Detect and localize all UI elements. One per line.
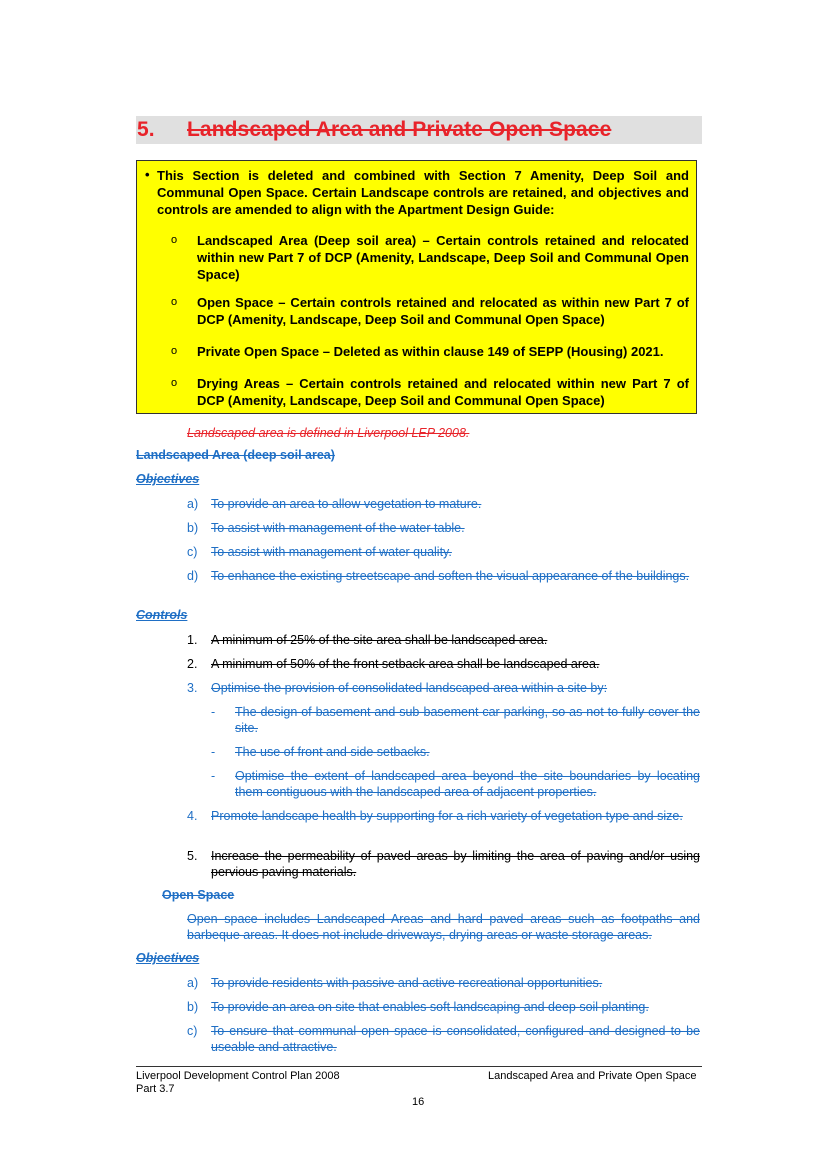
item-text: To provide an area on site that enables soft landscaping and deep soil planting.: [211, 1000, 649, 1014]
note-intro: This Section is deleted and combined with Section 7 Amenity, Deep Soil and Communal Open Space. Certain Landscape controls are retained, and objectives and controls are amended to align with the Apartment Design Guide:: [157, 168, 689, 217]
item-label: c): [187, 1024, 198, 1038]
objective-item: [187, 975, 700, 991]
control-item: [187, 680, 700, 696]
objective-item: [187, 496, 700, 512]
item-label: d): [187, 569, 199, 583]
objective-item: [187, 544, 700, 560]
objectives-title: Objectives: [136, 951, 200, 965]
item-text: Increase the permeability of paved areas by limiting the area of paving and/or using pervious paving materials.: [211, 849, 700, 879]
control-subitem: [211, 744, 700, 760]
controls-title: Controls: [136, 608, 188, 622]
item-text: Optimise the extent of landscaped area beyond the site boundaries by locating them contiguous with the landscaped area of adjacent properties.: [235, 769, 700, 799]
item-text: A minimum of 25% of the site area shall be landscaped area.: [211, 633, 548, 647]
item-label: c): [187, 545, 198, 559]
footer-divider: [136, 1066, 702, 1067]
open-space-title: Open Space: [162, 888, 235, 902]
objectives-title: Objectives: [136, 472, 200, 486]
note-bullet: •: [145, 167, 150, 182]
amendment-note-box: [136, 160, 697, 414]
item-label: 3.: [187, 681, 198, 695]
section-heading: [137, 118, 611, 142]
objective-item: [187, 999, 700, 1015]
sub-bullet: o: [171, 345, 178, 357]
objective-item: [187, 1023, 700, 1055]
sub-bullet: o: [171, 377, 178, 389]
control-item: [187, 632, 700, 648]
footer-part: Part 3.7: [136, 1083, 175, 1095]
item-label: 2.: [187, 657, 198, 671]
sub-bullet: o: [171, 296, 178, 308]
item-label: b): [187, 521, 199, 535]
definition-text: Landscaped area is defined in Liverpool LEP 2008.: [187, 426, 470, 440]
item-text: To provide residents with passive and active recreational opportunities.: [211, 976, 603, 990]
item-text: Optimise the provision of consolidated landscaped area within a site by:: [211, 681, 608, 695]
note-item: Private Open Space – Deleted as within clause 149 of SEPP (Housing) 2021.: [197, 344, 664, 359]
footer-document-title: Liverpool Development Control Plan 2008: [136, 1070, 340, 1082]
item-text: To assist with management of the water table.: [211, 521, 465, 535]
footer-section-title: Landscaped Area and Private Open Space: [488, 1070, 697, 1082]
note-item: Landscaped Area (Deep soil area) – Certain controls retained and relocated within new Part 7 of DCP (Amenity, Landscape, Deep Soil and Communal Open Space): [197, 233, 689, 282]
item-label: 5.: [187, 849, 198, 863]
item-label: b): [187, 1000, 199, 1014]
item-text: A minimum of 50% of the front setback area shall be landscaped area.: [211, 657, 600, 671]
section-title: Landscaped Area and Private Open Space: [187, 118, 612, 141]
control-subitem: [211, 704, 700, 736]
item-text: To provide an area to allow vegetation to mature.: [211, 497, 482, 511]
item-text: To assist with management of water quality.: [211, 545, 452, 559]
item-label: -: [211, 705, 216, 719]
control-item: [187, 656, 700, 672]
item-text: The design of basement and sub-basement car parking, so as not to fully cover the site.: [235, 705, 700, 735]
item-text: To enhance the existing streetscape and soften the visual appearance of the buildings.: [211, 569, 690, 583]
objective-item: [187, 520, 700, 536]
item-text: To ensure that communal open space is consolidated, configured and designed to be useable and attractive.: [211, 1024, 700, 1054]
objective-item: [187, 568, 700, 584]
item-label: 1.: [187, 633, 198, 647]
section-number: 5.: [137, 118, 155, 141]
open-space-description: Open space includes Landscaped Areas and hard paved areas such as footpaths and barbeque areas. It does not include driveways, drying areas or waste storage areas.: [187, 912, 700, 942]
landscaped-area-title: Landscaped Area (deep soil area): [136, 448, 335, 462]
item-label: a): [187, 497, 199, 511]
item-label: -: [211, 769, 216, 783]
note-item: Drying Areas – Certain controls retained and relocated within new Part 7 of DCP (Amenity, Landscape, Deep Soil and Communal Open Space): [197, 376, 689, 408]
item-text: The use of front and side setbacks.: [235, 745, 430, 759]
item-label: -: [211, 745, 216, 759]
control-item: [187, 808, 700, 824]
control-subitem: [211, 768, 700, 800]
item-text: Promote landscape health by supporting for a rich variety of vegetation type and size.: [211, 809, 683, 823]
note-item: Open Space – Certain controls retained and relocated as within new Part 7 of DCP (Amenity, Landscape, Deep Soil and Communal Open Space): [197, 295, 689, 327]
sub-bullet: o: [171, 234, 178, 246]
control-item: [187, 848, 700, 880]
item-label: 4.: [187, 809, 198, 823]
item-label: a): [187, 976, 199, 990]
page-number: 16: [412, 1096, 425, 1108]
